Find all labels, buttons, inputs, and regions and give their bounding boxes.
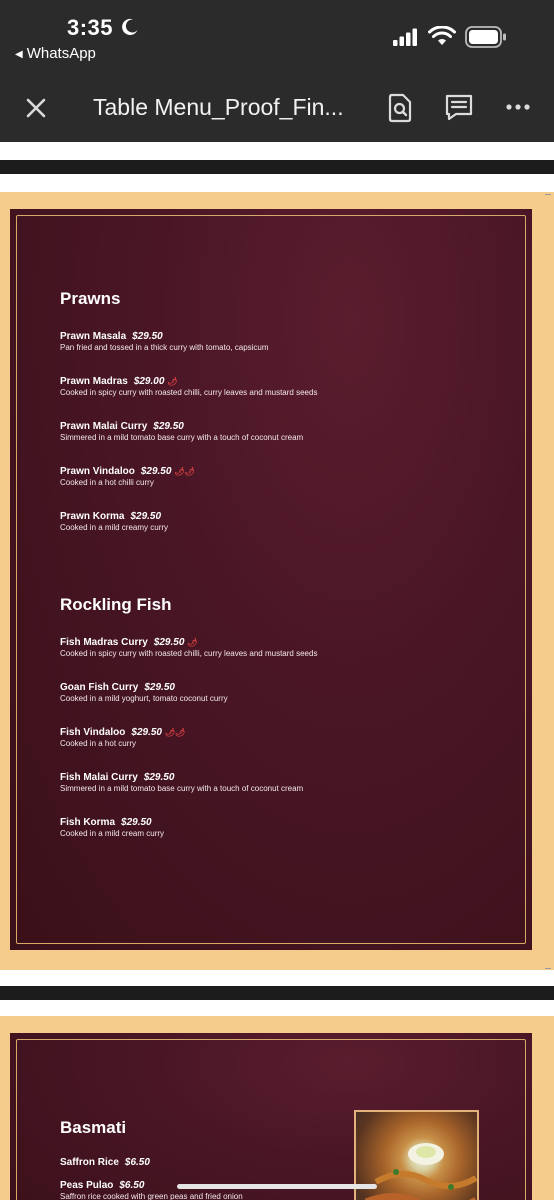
item-desc: Cooked in a mild yoghurt, tomato coconut curry [60,694,228,703]
item-name: Prawn Vindaloo [60,466,135,477]
section-title-prawns: Prawns [60,289,121,308]
section-title-rockling-fish: Rockling Fish [60,595,172,614]
item-name: Goan Fish Curry [60,682,139,693]
menu-item [60,331,269,352]
item-name: Prawn Malai Curry [60,421,148,432]
item-name: Peas Pulao [60,1180,114,1191]
item-name: Fish Vindaloo [60,727,126,738]
crop-mark [545,968,551,969]
page-separator [0,160,554,174]
more-icon[interactable] [505,98,531,116]
menu-item [60,682,228,703]
menu-item [60,511,168,532]
document-title: Table Menu_Proof_Fin... [93,94,344,120]
menu-item [60,637,317,658]
menu-item [60,727,185,748]
item-desc: Simmered in a mild tomato base curry with a touch of coconut cream [60,784,304,793]
item-name: Prawn Masala [60,331,127,342]
menu-panel [10,1033,532,1200]
item-name: Fish Madras Curry [60,637,148,648]
battery-icon [465,26,507,48]
document-search-icon[interactable] [386,93,414,123]
item-name: Saffron Rice [60,1157,119,1168]
menu-item [60,421,303,442]
item-desc: Simmered in a mild tomato base curry with a touch of coconut cream [60,433,304,442]
signal-icon [393,28,419,46]
item-desc: Saffron rice cooked with green peas and fried onion [60,1192,243,1200]
item-desc: Cooked in spicy curry with roasted chilli, curry leaves and mustard seeds [60,649,318,658]
close-button[interactable] [22,94,50,122]
item-price: $6.50 [124,1157,150,1168]
item-name: Fish Korma [60,817,116,828]
item-price: $29.50 [121,817,152,828]
menu-panel [10,209,532,950]
item-price: $29.50 [130,511,162,522]
home-indicator[interactable] [177,1184,377,1189]
menu-item [60,466,195,487]
comment-icon[interactable] [444,93,474,121]
item-price: $29.50 [143,772,175,783]
item-desc: Pan fried and tossed in a thick curry with tomato, capsicum [60,343,269,352]
chili-icon: 🌶🌶 [174,467,195,476]
menu-item [60,1180,243,1200]
chili-icon: 🌶🌶 [164,728,186,737]
back-triangle-icon: ◀ [15,49,23,60]
page-separator [0,986,554,1000]
wifi-icon [428,26,456,46]
menu-item [60,376,317,397]
document-viewer[interactable] [0,142,554,1200]
item-name: Prawn Madras [60,376,128,387]
menu-item [60,817,164,838]
item-desc: Cooked in a hot chilli curry [60,478,154,487]
chili-icon: 🌶 [187,638,198,647]
item-price: $29.50 [144,682,175,693]
item-desc: Cooked in spicy curry with roasted chilli, curry leaves and mustard seeds [60,388,318,397]
section-title-basmati: Basmati [60,1118,127,1137]
app-header [0,0,554,142]
menu-item [60,772,303,793]
item-desc: Cooked in a hot curry [60,739,137,748]
back-to-app-link[interactable] [15,45,96,62]
item-name: Prawn Korma [60,511,125,522]
back-app-label: WhatsApp [26,45,96,62]
item-price: $29.50 [132,331,163,342]
item-price: $6.50 [119,1180,145,1191]
chili-icon: 🌶 [167,377,178,386]
item-price: $29.50 [153,637,185,648]
item-price: $29.50 [131,727,162,738]
item-price: $29.00 [133,376,165,387]
menu-page-1 [0,192,554,970]
item-price: $29.50 [140,466,172,477]
item-price: $29.50 [153,421,184,432]
crop-mark [545,194,551,195]
item-name: Fish Malai Curry [60,772,138,783]
item-desc: Cooked in a mild creamy curry [60,523,169,532]
menu-item [60,1157,150,1168]
status-time: 3:35 [67,15,114,40]
menu-page-2 [0,1016,554,1200]
moon-icon [121,18,139,36]
item-desc: Cooked in a mild cream curry [60,829,165,838]
